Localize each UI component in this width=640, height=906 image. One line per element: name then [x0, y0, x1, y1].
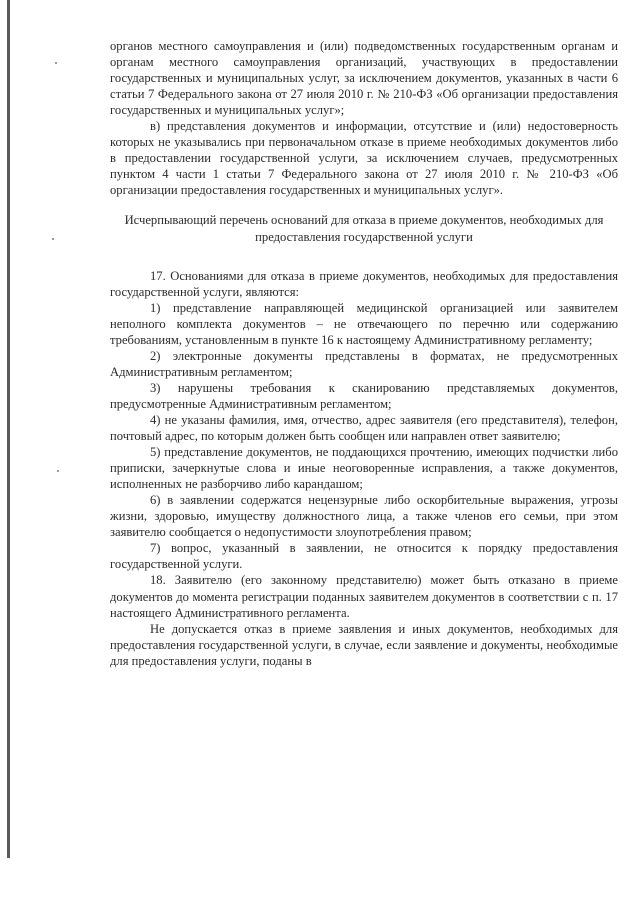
- list-item-3: 3) нарушены требования к сканированию представляемых документов, предусмотренные Административным регламентом;: [110, 380, 618, 411]
- list-item-5: 5) представление документов, не поддающихся прочтению, имеющих подчистки либо приписки, зачеркнутые слова и иные неоговоренные исправления, а также документов, исполненных не разборчиво либо карандашом;: [110, 445, 618, 492]
- paragraph-no-refusal: Не допускается отказ в приеме заявления и иных документов, необходимых для предоставления государственной услуги, в случае, если заявление и документы, необходимые для предоставления услуги, поданы в: [110, 621, 618, 668]
- page-left-edge: [7, 0, 10, 858]
- paragraph-18: 18. Заявителю (его законному представителю) может быть отказано в приеме документов до момента регистрации поданных заявителем документов в соответствии с п. 17 настоящего Административного регламента.: [110, 573, 618, 620]
- list-item-7: 7) вопрос, указанный в заявлении, не относится к порядку предоставления государственной услуги.: [110, 541, 618, 572]
- scan-artifact: [55, 62, 57, 64]
- paragraph-continuation: органов местного самоуправления и (или) подведомственных государственным органам и органам местного самоуправления организаций, участвующих в предоставлении государственных и муниципальных услуг, за исключением документов, указанных в части 6 статьи 7 Федерального закона от 27 июля 2010 г. № 210-ФЗ «Об организации предоставления государственных и муниципальных услуг»;: [110, 39, 618, 118]
- list-item-4: 4) не указаны фамилия, имя, отчество, адрес заявителя (его представителя), телефон, почтовый адрес, по которым должен быть сообщен или направлен ответ заявителю;: [110, 412, 618, 444]
- document-page: [110, 38, 618, 669]
- list-item-1: 1) представление направляющей медицинской организацией или заявителем неполного комплекта документов – не отвечающего по перечню или содержанию требованиям, установленным в пункте 16 к настоящему Административному регламенту;: [110, 300, 618, 347]
- list-item-2: 2) электронные документы представлены в форматах, не предусмотренных Административным регламентом;: [110, 348, 618, 379]
- paragraph-item-v: в) представления документов и информации, отсутствие и (или) недостоверность которых не указывались при первоначальном отказе в приеме необходимых документов либо в предоставлении государственной услуги, за исключением случаев, предусмотренных пунктом 4 части 1 статьи 7 Федерального закона от 27 июля 2010 г. № 210-ФЗ «Об организации предоставления государственных и муниципальных услуг».: [110, 119, 618, 198]
- scan-artifact: [57, 470, 59, 472]
- section-heading: Исчерпывающий перечень оснований для отказа в приеме документов, необходимых для предоставления государственной услуги: [124, 213, 604, 244]
- list-item-6: 6) в заявлении содержатся нецензурные либо оскорбительные выражения, угрозы жизни, здоровью, имуществу должностного лица, а также членов его семьи, при этом заявителю сообщается о недопустимости злоупотребления правом;: [110, 493, 618, 540]
- paragraph-17: 17. Основаниями для отказа в приеме документов, необходимых для предоставления государственной услуги, являются:: [110, 268, 618, 299]
- scan-artifact: [52, 238, 54, 240]
